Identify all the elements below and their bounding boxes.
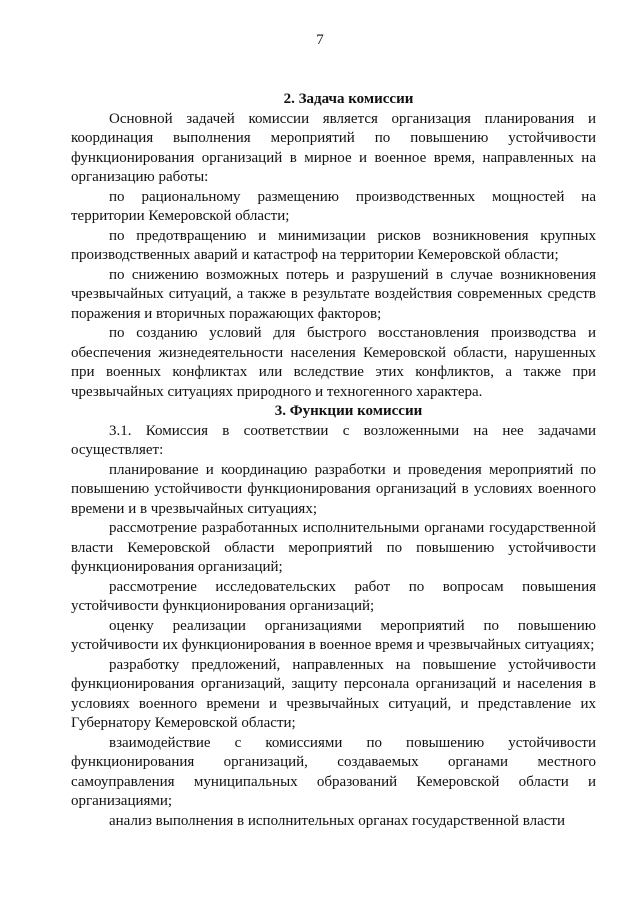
section-3-paragraph: оценку реализации организациями мероприятий по повышению устойчивости их функционирования в военное время и чрезвычайных ситуациях; bbox=[71, 617, 596, 653]
section-3-paragraph: рассмотрение разработанных исполнительными органами государственной власти Кемеровской области мероприятий по повышению устойчивости функционирования организаций; bbox=[71, 520, 596, 575]
section-3-paragraph: 3.1. Комиссия в соответствии с возложенными на нее задачами осуществляет: bbox=[71, 422, 596, 458]
section-2-paragraph: по созданию условий для быстрого восстановления производства и обеспечения жизнедеятельности населения Кемеровской области, нарушенных при военных конфликтах или вследствие этих конфликтов, а также при чрезвычайных ситуациях природного и техногенного характера. bbox=[71, 325, 596, 400]
document-body bbox=[71, 90, 596, 831]
section-2-paragraph: Основной задачей комиссии является организация планирования и координация выполнения мероприятий по повышению устойчивости функционирования организаций в мирное и военное время, направленных на организацию работы: bbox=[71, 110, 596, 185]
section-2-paragraph: по снижению возможных потерь и разрушений в случае возникновения чрезвычайных ситуаций, а также в результате воздействия современных средств поражения и вторичных поражающих факторов; bbox=[71, 266, 596, 322]
section-3-paragraph: рассмотрение исследовательских работ по вопросам повышения устойчивости функционирования организаций; bbox=[71, 578, 596, 614]
section-2-paragraph: по рациональному размещению производственных мощностей на территории Кемеровской области; bbox=[71, 188, 596, 224]
section-3-paragraph: разработку предложений, направленных на повышение устойчивости функционирования организаций, защиту персонала организаций и населения в условиях военного времени и чрезвычайных ситуаций, и представление их Губернатору Кемеровской области; bbox=[71, 656, 596, 731]
section-2-heading: 2. Задача комиссии bbox=[283, 91, 414, 107]
section-3-paragraph: анализ выполнения в исполнительных органах государственной власти bbox=[109, 812, 565, 829]
section-2-paragraph: по предотвращению и минимизации рисков возникновения крупных производственных аварий и катастроф на территории Кемеровской области; bbox=[71, 227, 596, 263]
section-3-heading: 3. Функции комиссии bbox=[274, 403, 423, 419]
section-3-paragraph: взаимодействие с комиссиями по повышению устойчивости функционирования организаций, создаваемых органами местного самоуправления муниципальных образований Кемеровской области и организациями; bbox=[71, 734, 596, 809]
page-number: 7 bbox=[316, 32, 324, 48]
section-3-paragraph: планирование и координацию разработки и проведения мероприятий по повышению устойчивости функционирования организаций в условиях военного времени и в чрезвычайных ситуациях; bbox=[71, 461, 596, 517]
